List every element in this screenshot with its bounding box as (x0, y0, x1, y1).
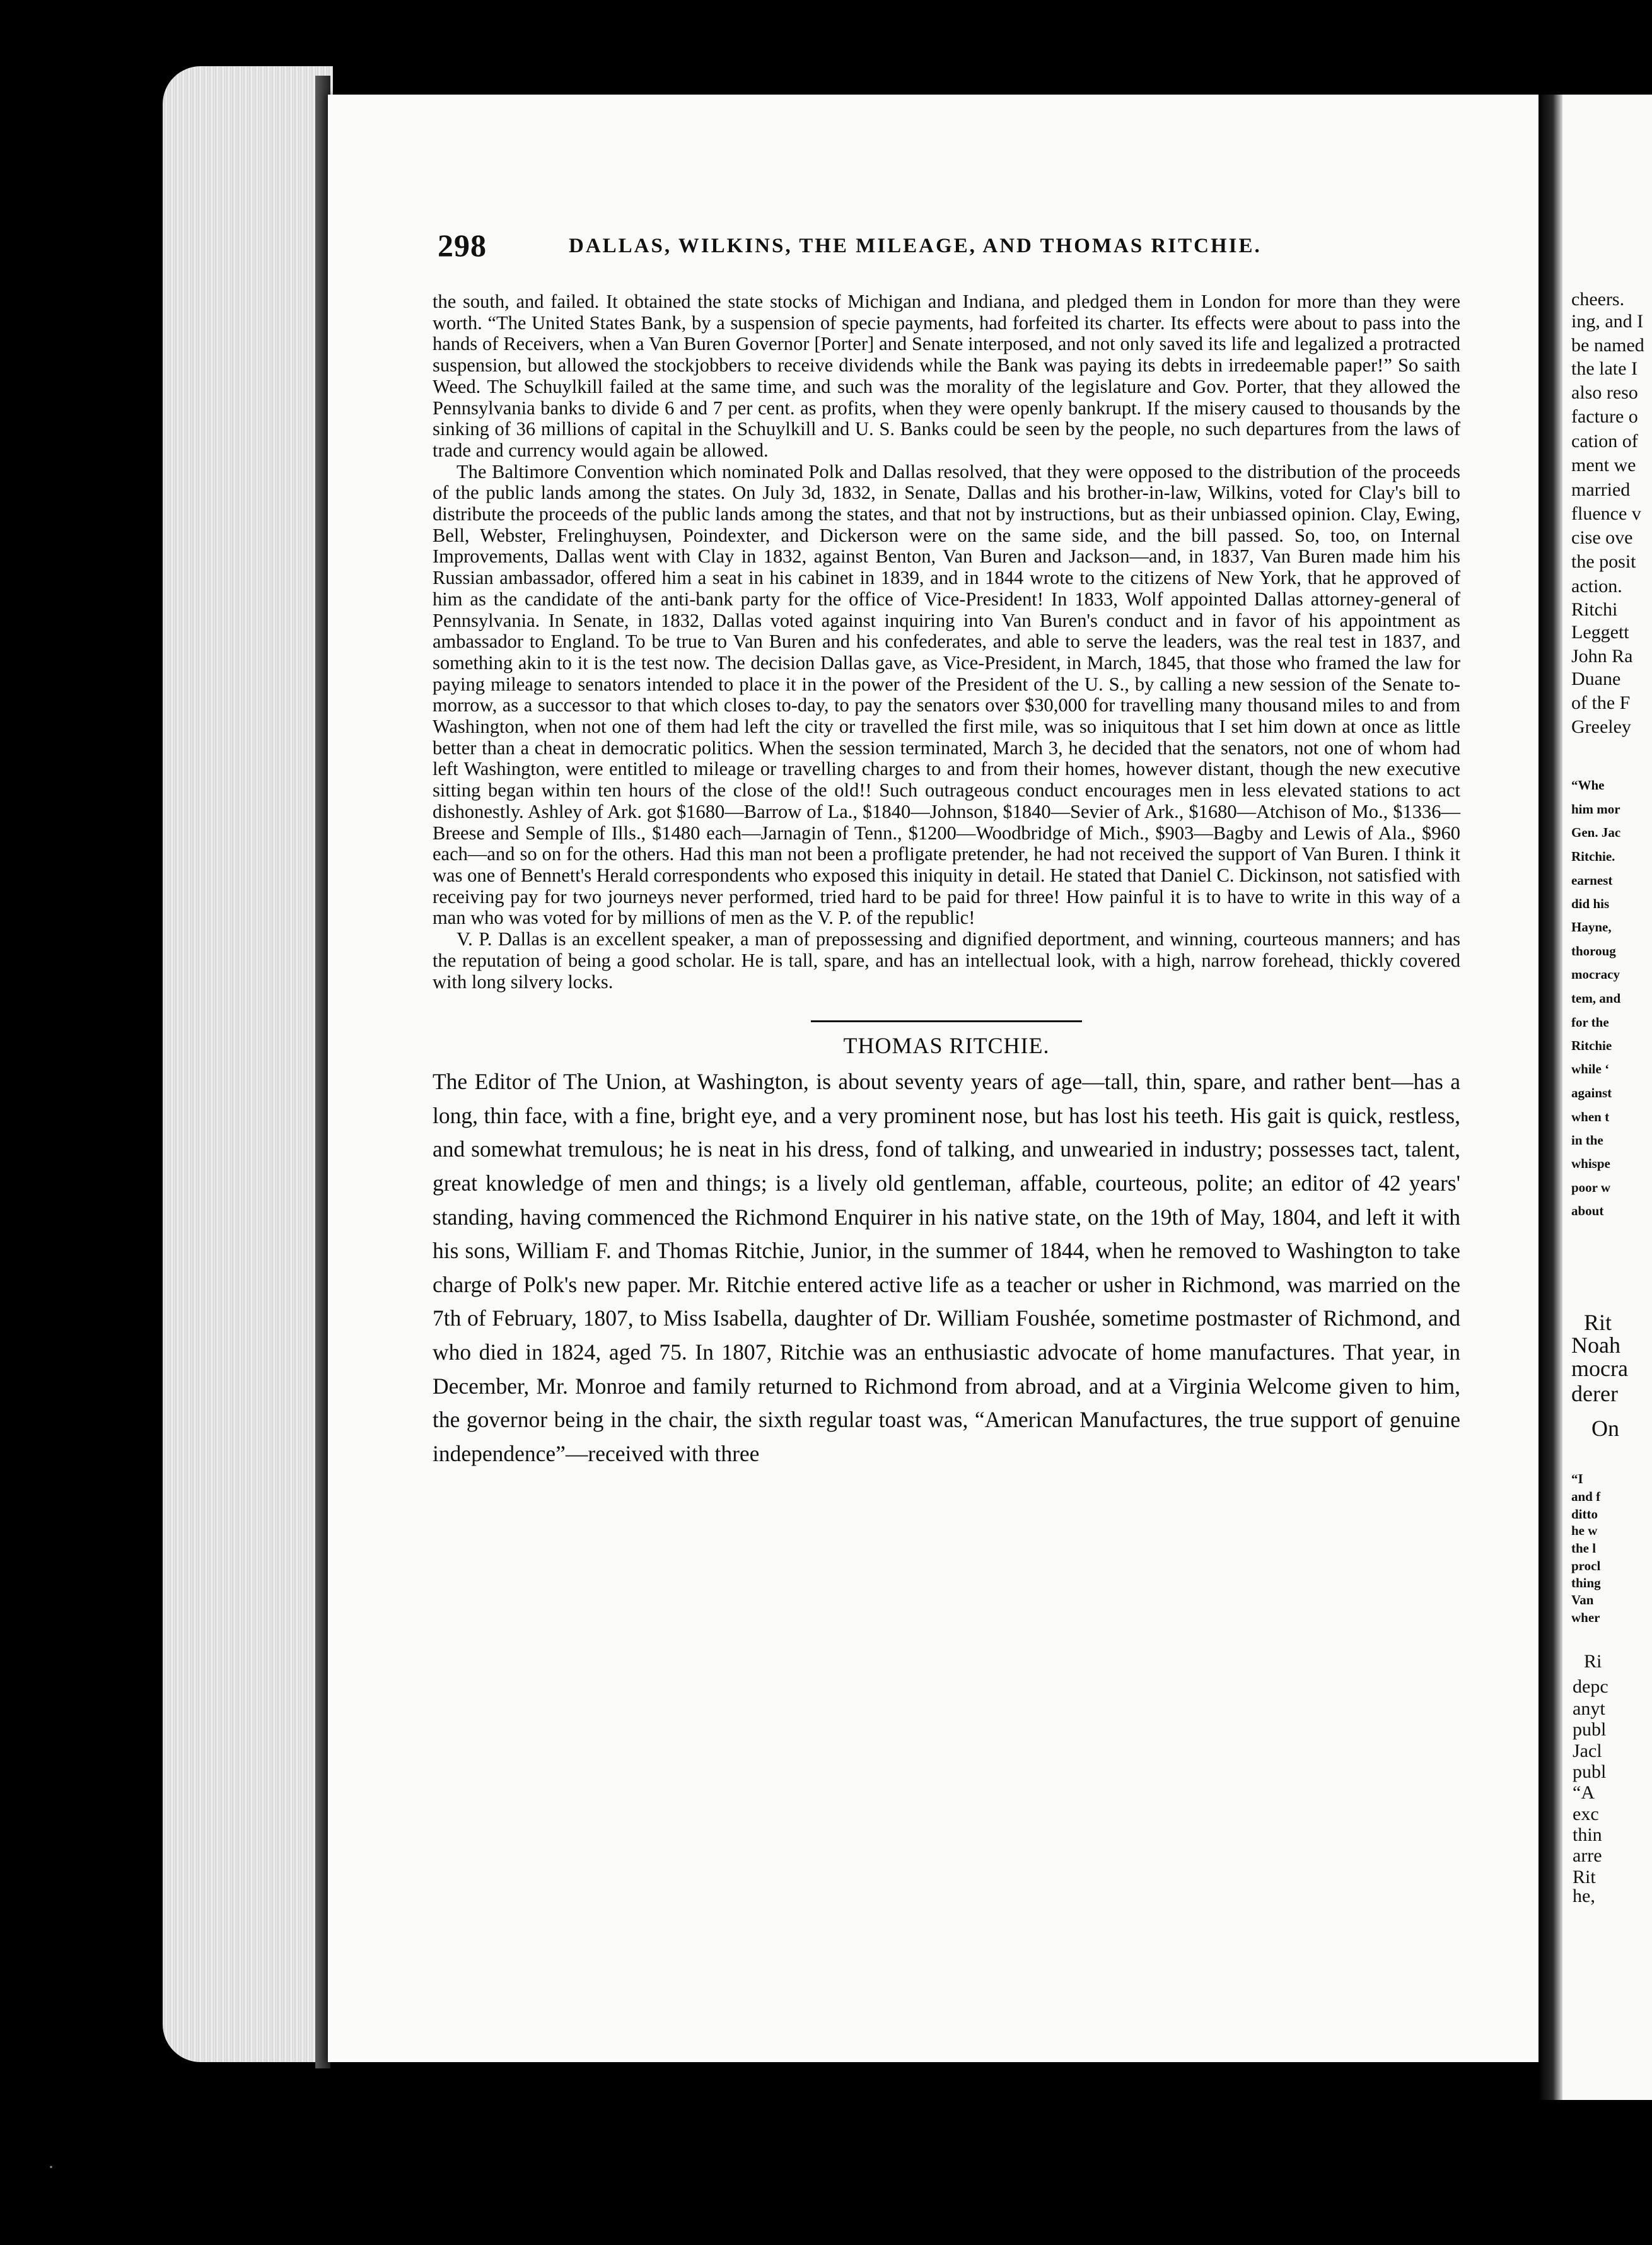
facing-page-fragment: married (1571, 479, 1631, 500)
facing-page-fragment: Hayne, (1571, 919, 1612, 935)
facing-page-fragment: against (1571, 1085, 1612, 1100)
facing-page-fragment: Gen. Jac (1571, 825, 1621, 840)
facing-page-fragment: action. (1571, 576, 1622, 597)
facing-page-fragment: arre (1573, 1845, 1602, 1866)
facing-page-fragment: whispe (1571, 1156, 1610, 1171)
paragraph: The Editor of The Union, at Washington, is about seventy years of age—tall, thin, spare, and rather bent—has a long, thin face, with a fine, bright eye, and a very prominent nose, but has lost his teeth. His gait is quick, restless, and somewhat tremulous; he is neat in his dress, fond of talking, and unwearied in industry; possesses tact, talent, great knowledge of men and things; is a lively old gentleman, affable, courteous, polite; an editor of 42 years' standing, having commenced the Richmond Enquirer in his native state, on the 19th of May, 1804, and left it with his sons, William F. and Thomas Ritchie, Junior, in the summer of 1844, when he removed to Washington to take charge of Polk's new paper. Mr. Ritchie entered active life as a teacher or usher in Richmond, was married on the 7th of February, 1807, to Miss Isabella, daughter of Dr. William Foushée, sometime postmaster of Richmond, and who died in 1824, aged 75. In 1807, Ritchie was an enthusiastic advocate of home manufactures. That year, in December, Mr. Monroe and family returned to Richmond from abroad, and at a Virginia Welcome given to him, the governor being in the chair, the sixth regular toast was, “American Manufactures, the true support of genuine independence”—received with three (433, 1069, 1460, 1466)
facing-page-fragment: mocra (1571, 1356, 1628, 1381)
paragraph: V. P. Dallas is an excellent speaker, a man of prepossessing and dignified deportment, and winning, courteous manners; and has the reputation of being a good scholar. He is tall, spare, and has an intellectual look, with a high, narrow forehead, thickly covered with long silvery locks. (433, 928, 1460, 993)
facing-page-fragment: tem, and (1571, 991, 1621, 1006)
running-head: DALLAS, WILKINS, THE MILEAGE, AND THOMAS RITCHIE. (569, 235, 1262, 257)
facing-page-fragment: him mor (1571, 802, 1620, 817)
facing-page-fragment: and f (1571, 1489, 1601, 1504)
facing-page-fragment: of the F (1571, 692, 1631, 713)
facing-page-fragment: Ritchie. (1571, 849, 1615, 864)
facing-page-fragment: “Whe (1571, 778, 1605, 793)
facing-page-fragment: the late I (1571, 358, 1637, 379)
facing-page-fragment: while ‘ (1571, 1061, 1610, 1076)
facing-page-fragment: Rit (1573, 1867, 1596, 1887)
facing-page-fragment: the l (1571, 1541, 1597, 1556)
ritchie-section (433, 1065, 1460, 1471)
facing-page-fragment: thing (1571, 1575, 1601, 1590)
facing-page-fragment: earnest (1571, 873, 1613, 888)
facing-page-fragment: Ri (1584, 1651, 1602, 1672)
facing-page-fragment: Ritchi (1571, 599, 1618, 620)
facing-page-fragment: Greeley (1571, 716, 1631, 737)
facing-page-fragment: Duane (1571, 668, 1621, 689)
facing-page-fragment: cation of (1571, 431, 1638, 452)
facing-page-fragment: did his (1571, 896, 1610, 911)
facing-page-fragment: he, (1573, 1886, 1595, 1906)
paragraph: The Baltimore Convention which nominated Polk and Dallas resolved, that they were opposed to the distribution of the proceeds of the public lands among the states. On July 3d, 1832, in Senate, Dallas and his brother-in-law, Wilkins, voted for Clay's bill to distribute the proceeds of the public lands among the states, and that not by instructions, but as their unbiassed opinion. Clay, Ewing, Bell, Webster, Frelinghuysen, Poindexter, and Dickerson were on the same side, and the bill passed. So, too, on Internal Improvements, Dallas went with Clay in 1832, against Benton, Van Buren and Jackson—and, in 1837, Van Buren made him his Russian ambassador, offered him a seat in his cabinet in 1839, and in 1844 wrote to the citizens of New York, that he approved of him as the candidate of the anti-bank party for the office of Vice-President! In 1833, Wolf appointed Dallas attorney-general of Pennsylvania. In Senate, in 1832, Dallas voted against inquiring into Van Buren's conduct and in favor of his appointment as ambassador to England. To be true to Van Buren and his confederates, and able to serve the leaders, was the real test in 1837, and something akin to it is the test now. The decision Dallas gave, as Vice-President, in March, 1845, that those who framed the law for paying mileage to senators intended to place it in the power of the President of the U. S., by calling a new session of the Senate to-morrow, as a successor to that which closes to-day, to pay the senators over $30,000 for travelling many thousand miles to and from Washington, when not one of them had left the city or travelled the first mile, was so iniquitous that I set him down at once as little better than a cheat in democratic politics. When the session terminated, March 3, he decided that the senators, not one of whom had left Washington, were entitled to mileage or travelling charges to and from their homes, however distant, though the new executive sitting began within ten hours of the close of the old!! Such outrageous conduct encourages men in less elevated stations to act dishonestly. Ashley of Ark. got $1680—Barrow of La., $1840—Johnson, $1840—Sevier of Ark., $1680—Atchison of Mo., $1336—Breese and Semple of Ills., $1480 each—Jarnagin of Tenn., $1200—Woodbridge of Mich., $903—Bagby and Lewis of Ala., $960 each—and so on for the others. Had this man not been a profligate pretender, he had not received the support of Van Buren. I think it was one of Bennett's Herald correspondents who exposed this iniquity in detail. He stated that Daniel C. Dickinson, not satisfied with receiving pay for two journeys never performed, tried hard to be paid for three! How painful it is to have to write in this way of a man who was voted for by millions of men as the V. P. of the republic! (433, 460, 1460, 929)
page-number: 298 (438, 228, 487, 263)
facing-page-fragment: Jacl (1573, 1741, 1602, 1761)
facing-page-fragment: mocracy (1571, 967, 1620, 982)
facing-page-fragment: fluence v (1571, 503, 1641, 524)
facing-page-fragment: procl (1571, 1558, 1601, 1573)
facing-page-fragment: Van (1571, 1592, 1594, 1607)
facing-page-fragment: when t (1571, 1109, 1610, 1124)
facing-page-fragment: exc (1573, 1804, 1599, 1824)
facing-page-fragment: “I (1571, 1471, 1583, 1486)
facing-page-fragment: Ritchie (1571, 1038, 1612, 1053)
text-column (433, 291, 1460, 1471)
facing-page-fragment: in the (1571, 1133, 1603, 1148)
paragraph: the south, and failed. It obtained the state stocks of Michigan and Indiana, and pledged them in London for more than they were worth. “The United States Bank, by a suspension of specie payments, had forfeited its charter. Its effects were about to pass into the hands of Receivers, when a Van Buren Governor [Porter] and Senate interposed, and not only saved its life and legalized a protracted suspension, but allowed the stockjobbers to receive dividends while the Bank was paying its debts in irredeemable paper!” So saith Weed. The Schuylkill failed at the same time, and such was the morality of the legislature and Gov. Porter, that they allowed the Pennsylvania banks to divide 6 and 7 per cent. as profits, when they were openly bankrupt. If the misery caused to thousands by the sinking of 36 millions of capital in the Schuylkill and U. S. Banks could be seen by the people, no such departures from the laws of trade and currency would again be allowed. (433, 291, 1460, 461)
facing-page-fragment: anyt (1573, 1698, 1605, 1719)
facing-page-fragment: Rit (1584, 1310, 1612, 1335)
facing-page-fragment: facture o (1571, 406, 1638, 427)
facing-page-fragment: wher (1571, 1610, 1600, 1625)
facing-page-fragment: ment we (1571, 455, 1636, 475)
section-heading: THOMAS RITCHIE. (843, 1033, 1050, 1059)
facing-page-fragment: be named (1571, 335, 1644, 356)
facing-page-fragment: depc (1573, 1676, 1608, 1697)
dallas-section (433, 291, 1460, 993)
facing-page-fragment: also reso (1571, 382, 1638, 403)
facing-page-gutter (1539, 95, 1562, 2100)
facing-page-fragment: ing, and I (1571, 311, 1644, 332)
section-rule (811, 1020, 1082, 1022)
facing-page-fragment: “A (1573, 1782, 1595, 1803)
facing-page-fragment: On (1591, 1416, 1619, 1441)
facing-page-fragment: cheers. (1571, 289, 1625, 310)
facing-page-fragment: thoroug (1571, 943, 1616, 959)
facing-page-fragment: John Ra (1571, 646, 1633, 667)
page-header (438, 227, 1478, 265)
facing-page-fragment: for the (1571, 1015, 1609, 1030)
facing-page-fragment: he w (1571, 1523, 1598, 1538)
facing-page-fragment: derer (1571, 1381, 1618, 1406)
facing-page-fragment: publ (1573, 1719, 1607, 1740)
facing-page-fragment: about (1571, 1203, 1604, 1218)
facing-page-fragment: Noah (1571, 1332, 1620, 1358)
facing-page-fragment: publ (1573, 1761, 1607, 1782)
facing-page-fragment: the posit (1571, 551, 1636, 572)
scan-mark: · (48, 2157, 54, 2178)
page-edges (163, 66, 333, 2062)
facing-page-fragment: thin (1573, 1824, 1602, 1845)
facing-page-fragment: poor w (1571, 1180, 1611, 1195)
facing-page-fragment: Leggett (1571, 622, 1629, 643)
facing-page-fragment: cise ove (1571, 527, 1633, 548)
facing-page-fragment: ditto (1571, 1507, 1598, 1522)
facing-page (1539, 95, 1652, 2100)
